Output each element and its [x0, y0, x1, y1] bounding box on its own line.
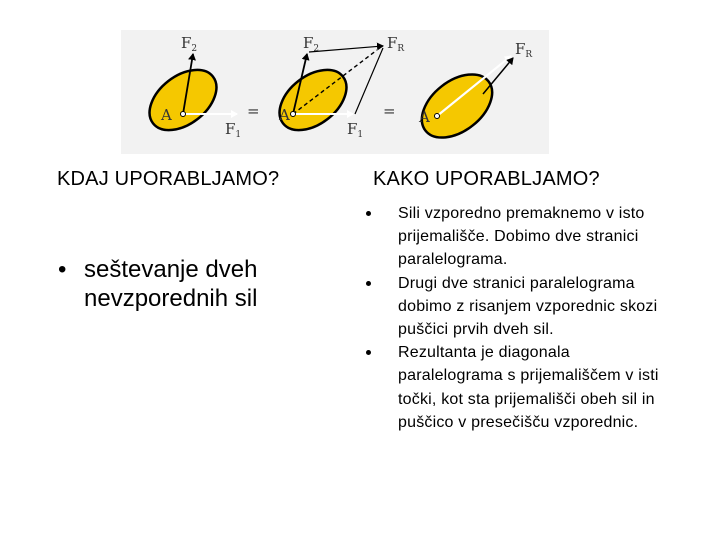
- f1-label: $F_1$: [225, 120, 242, 140]
- left-bullet-text: seštevanje dveh nevzporednih sil: [84, 256, 258, 312]
- bullet-dot-icon: [366, 211, 371, 216]
- point-a-label-2: A: [279, 106, 290, 124]
- f2-label-2: $F_2$: [303, 34, 320, 54]
- bullet-dot-icon: [366, 350, 371, 355]
- fr-label: $F_R$: [387, 34, 405, 54]
- left-bullet-item: [58, 255, 348, 313]
- left-heading: KDAJ UPORABLJAMO?: [57, 168, 280, 190]
- right-heading: KAKO UPORABLJAMO?: [373, 168, 600, 190]
- list-item-text: Drugi dve stranici paralelograma dobimo z risanjem vzporednic skozi puščici prvih dveh sil.: [398, 274, 658, 339]
- force-addition-diagram: [121, 30, 549, 154]
- list-item: [366, 202, 666, 272]
- f2-label: $F_2$: [181, 34, 198, 54]
- list-item: [366, 341, 666, 434]
- f1-label-2: $F_1$: [347, 120, 364, 140]
- list-item-text: Rezultanta je diagonala paralelograma s prijemališčem v isti točki, kot sta prijemališči obeh sil in puščico v presečišču vzporednic.: [398, 344, 659, 431]
- right-bullet-list: [366, 202, 666, 434]
- equals-sign-2: =: [383, 102, 396, 120]
- list-item-text: Sili vzporedno premaknemo v isto prijemališče. Dobimo dve stranici paralelograma.: [398, 205, 645, 269]
- list-item: [366, 272, 666, 342]
- bullet-dot-icon: [366, 281, 371, 286]
- point-a-label: A: [161, 106, 172, 124]
- bullet-icon: •: [58, 256, 67, 283]
- point-a-label-3: A: [419, 108, 430, 126]
- fr-label-2: $F_R$: [515, 40, 533, 60]
- equals-sign-1: =: [247, 102, 260, 120]
